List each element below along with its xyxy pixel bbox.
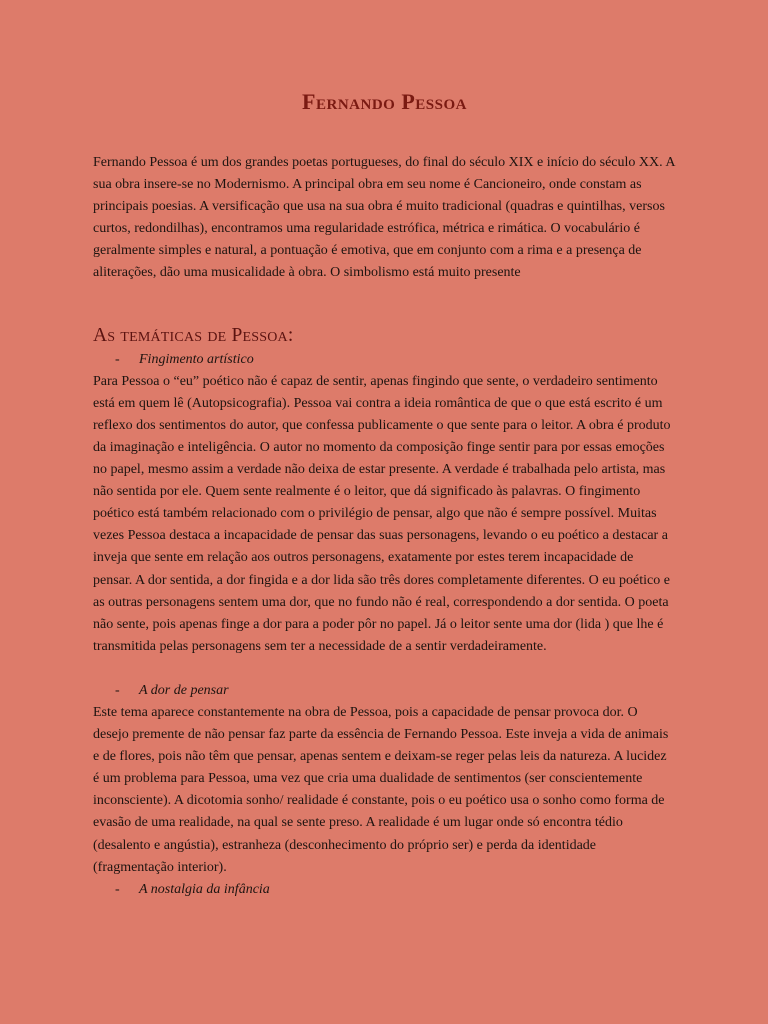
topic-title: A nostalgia da infância: [139, 881, 270, 897]
topic-item-dor-de-pensar: [93, 680, 676, 702]
topic-paragraph: Este tema aparece constantemente na obra de Pessoa, pois a capacidade de pensar provoca dor. O desejo premente de não pensar faz parte da essência de Fernando Pessoa. Este inveja a vida de animais e de flores, pois não têm que pensar, apenas sentem e deixam-se reger pelas leis da natureza. A lucidez é um problema para Pessoa, uma vez que cria uma dualidade de sentimentos (ser conscientemente inconsciente). A dicotomia sonho/ realidade é constante, pois o eu poético usa o sonho como forma de evasão de uma realidade, na qual se sente preso. A realidade é um lugar onde só encontra tédio (desalento e angústia), estranheza (desconhecimento do próprio ser) e perda da identidade (fragmentação interior).: [93, 704, 669, 875]
paragraph-spacer: [93, 658, 676, 680]
document-title: Fernando Pessoa: [302, 89, 467, 114]
section-heading: As temáticas de Pessoa:: [93, 324, 294, 346]
topic-paragraph: Para Pessoa o “eu” poético não é capaz de sentir, apenas fingindo que sente, o verdadeiro sentimento está em quem lê (Autopsicografia). Pessoa vai contra a ideia romântica de que o que está escrito é um reflexo dos sentimentos do autor, que confessa publicamente o que sente para o leitor. A obra é produto da imaginação e inteligência. O autor no momento da composição finge sentir para por essas emoções no papel, mesmo assim a verdade não deixa de estar presente. A verdade é trabalhada pelo artista, mas não sentida por ele. Quem sente realmente é o leitor, que dá significado às palavras. O fingimento poético está também relacionado com o privilégio de pensar, algo que não é sempre possível. Muitas vezes Pessoa destaca a incapacidade de pensar das suas personagens, levando o eu poético a destacar a inveja que sente em relação aos outros personagens, exatamente por estes terem incapacidade de pensar. A dor sentida, a dor fingida e a dor lida são três dores completamente diferentes. O eu poético e as outras personagens sentem uma dor, que no fundo não é real, correspondendo a dor sentida. O poeta não sente, pois apenas finge a dor para a poder pôr no papel. Já o leitor sente uma dor (lida ) que lhe é transmitida pelas personagens sem ter a necessidade de a sentir verdadeiramente.: [93, 373, 671, 654]
list-bullet: -: [115, 351, 120, 367]
topic-title: Fingimento artístico: [139, 351, 254, 367]
intro-paragraph: Fernando Pessoa é um dos grandes poetas portugueses, do final do século XIX e início do século XX. A sua obra insere-se no Modernismo. A principal obra em seu nome é Cancioneiro, onde constam as principais poesias. A versificação que usa na sua obra é muito tradicional (quadras e quintilhas, versos curtos, redondilhas), encontramos uma regularidade estrófica, métrica e rimática. O vocabulário é geralmente simples e natural, a pontuação é emotiva, que em conjunto com a rima e a presença de aliterações, dão uma musicalidade à obra. O simbolismo está muito presente: [93, 155, 675, 281]
list-bullet: -: [115, 682, 120, 698]
topic-title: A dor de pensar: [139, 682, 229, 698]
topic-item-nostalgia: [93, 879, 676, 901]
topic-item-fingimento: [93, 349, 676, 371]
list-bullet: -: [115, 881, 120, 897]
